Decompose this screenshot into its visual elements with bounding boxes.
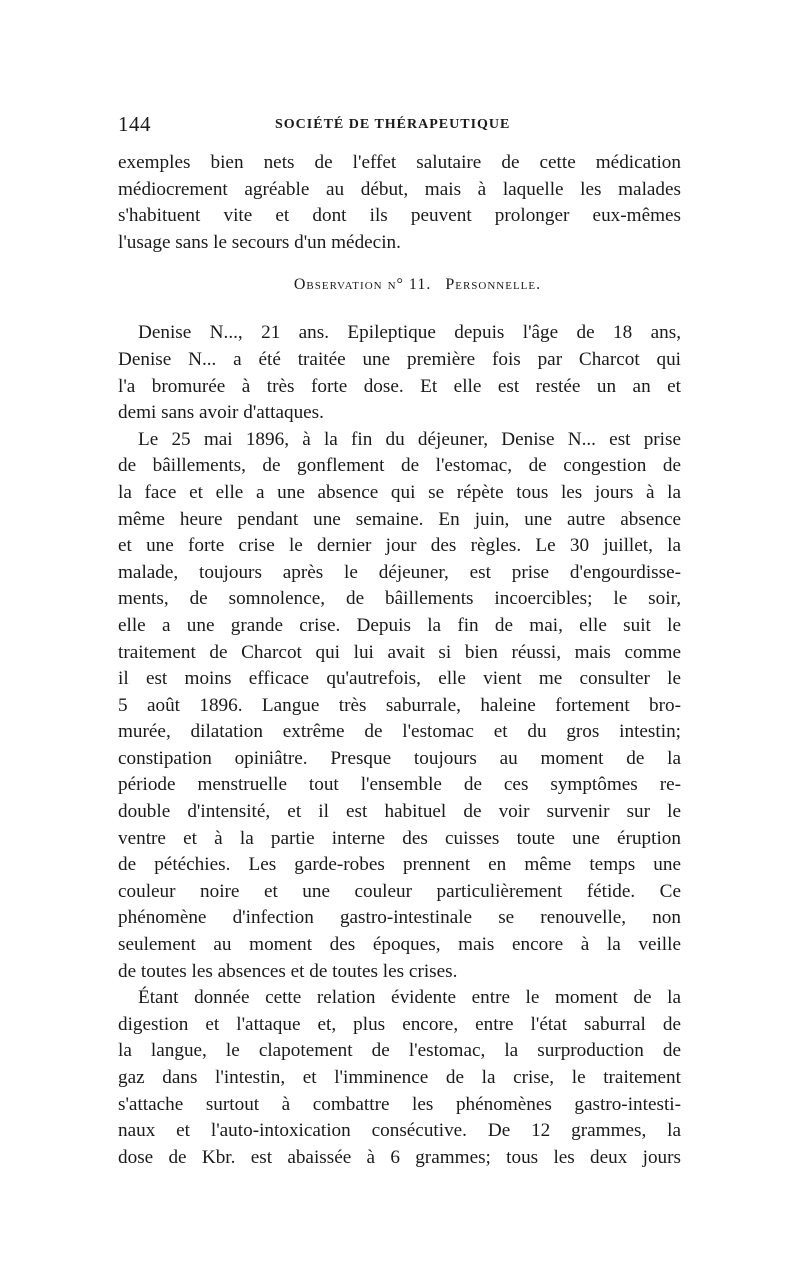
text-line: Denise N... a été traitée une première fois par Charcot qui (118, 348, 681, 370)
text-line: exemples bien nets de l'effet salutaire de cette médication (118, 152, 681, 173)
observation-qualifier: Personnelle. (445, 276, 542, 294)
case-paragraph-2 (118, 427, 681, 985)
text-line: l'usage sans le secours d'un médecin. (118, 231, 401, 253)
text-line: médiocrement agréable au début, mais à laquelle les malades (118, 178, 681, 200)
text-line: de bâillements, de gonflement de l'estomac, de congestion de (118, 455, 681, 477)
text-line: elle a une grande crise. Depuis la fin de mai, elle suit le (118, 614, 681, 636)
text-line: gaz dans l'intestin, et l'imminence de la crise, le traitement (118, 1067, 681, 1088)
text-line: 5 août 1896. Langue très saburrale, haleine fortement bro- (118, 694, 681, 716)
text-line: de toutes les absences et de toutes les crises. (118, 960, 458, 982)
text-line: il est moins efficace qu'autrefois, elle vient me consulter le (118, 668, 681, 690)
running-head (118, 112, 681, 138)
text-line: seulement au moment des époques, mais encore à la veille (118, 934, 681, 956)
text-line: la langue, le clapotement de l'estomac, la surproduction de (118, 1040, 681, 1062)
text-line: période menstruelle tout l'ensemble de ces symptômes re- (118, 774, 681, 796)
case-paragraph-1 (118, 320, 681, 426)
text-line: ments, de somnolence, de bâillements incoercibles; le soir, (118, 588, 681, 610)
text-line: Étant donnée cette relation évidente entre le moment de la (138, 987, 681, 1009)
text-line: demi sans avoir d'attaques. (118, 402, 324, 424)
text-line: double d'intensité, et il est habituel de voir survenir sur le (118, 801, 681, 823)
text-line: de pétéchies. Les garde-robes prennent en même temps une (118, 854, 681, 876)
text-line: constipation opiniâtre. Presque toujours au moment de la (118, 747, 681, 769)
text-line: digestion et l'attaque et, plus encore, entre l'état saburral de (118, 1013, 681, 1035)
intro-paragraph (118, 150, 681, 256)
text-line: Denise N..., 21 ans. Epileptique depuis l'âge de 18 ans, (138, 322, 681, 344)
section-heading (118, 276, 681, 294)
page-number: 144 (118, 112, 151, 136)
text-line: phénomène d'infection gastro-intestinale se renouvelle, non (118, 907, 681, 929)
book-page (118, 112, 681, 1171)
text-line: Le 25 mai 1896, à la fin du déjeuner, Denise N... est prise (138, 428, 681, 450)
text-line: traitement de Charcot qui lui avait si bien réussi, mais comme (118, 641, 681, 663)
text-line: même heure pendant une semaine. En juin, une autre absence (118, 508, 681, 530)
text-line: la face et elle a une absence qui se répète tous les jours à la (118, 481, 681, 503)
case-paragraph-3 (118, 985, 681, 1171)
text-line: murée, dilatation extrême de l'estomac et du gros intestin; (118, 721, 681, 743)
text-line: malade, toujours après le déjeuner, est prise d'engourdisse- (118, 561, 681, 583)
text-line: s'habituent vite et dont ils peuvent prolonger eux-mêmes (118, 205, 681, 227)
text-line: dose de Kbr. est abaissée à 6 grammes; tous les deux jours (118, 1146, 681, 1168)
text-line: couleur noire et une couleur particulièrement fétide. Ce (118, 880, 681, 902)
observation-title: Observation n° 11. (293, 276, 432, 294)
text-line: naux et l'auto-intoxication consécutive. De 12 grammes, la (118, 1120, 681, 1142)
text-line: s'attache surtout à combattre les phénomènes gastro-intesti- (118, 1093, 681, 1115)
running-title: SOCIÉTÉ DE THÉRAPEUTIQUE (275, 117, 511, 132)
text-line: l'a bromurée à très forte dose. Et elle est restée un an et (118, 375, 681, 397)
text-line: ventre et à la partie interne des cuisses toute une éruption (118, 827, 681, 849)
text-line: et une forte crise le dernier jour des règles. Le 30 juillet, la (118, 535, 681, 557)
